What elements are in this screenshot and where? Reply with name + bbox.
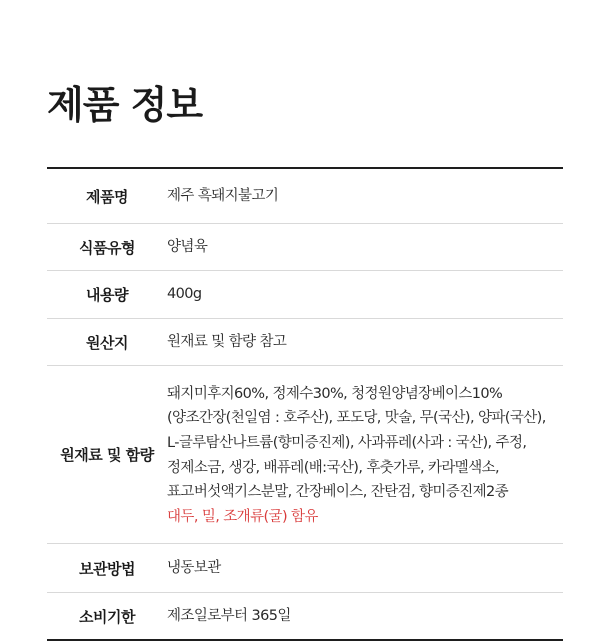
storage-value: 냉동보관	[167, 559, 221, 576]
volume-value: 400g	[167, 286, 202, 303]
ingredient-line: 돼지미후지60%, 정제수30%, 청정원양념장베이스10%	[167, 385, 503, 402]
row-origin	[47, 319, 563, 366]
food-type-label: 식품유형	[79, 238, 135, 257]
origin-value: 원재료 및 함량 참고	[167, 333, 287, 350]
ingredients-label: 원재료 및 함량	[60, 446, 154, 464]
volume-label: 내용량	[86, 286, 128, 304]
storage-label: 보관방법	[79, 559, 135, 578]
food-type-value: 양념육	[167, 238, 208, 255]
product-name-label: 제품명	[86, 187, 128, 206]
origin-label: 원산지	[86, 333, 128, 352]
ingredient-line: 표고버섯액기스분말, 간장베이스, 잔탄검, 향미증진제2종	[167, 484, 509, 501]
ingredients-value	[167, 380, 563, 530]
ingredient-line: L-글루탐산나트륨(향미증진제), 사과퓨레(사과 : 국산), 주정,	[167, 434, 527, 451]
page-title: 제품 정보	[47, 83, 203, 127]
product-info-table	[47, 167, 563, 641]
allergen-notice: 대두, 밀, 조개류(굴) 함유	[167, 508, 318, 525]
expiry-label: 소비기한	[79, 607, 135, 626]
row-volume	[47, 271, 563, 319]
row-food-type	[47, 224, 563, 271]
row-ingredients	[47, 366, 563, 544]
ingredient-line: 정제소금, 생강, 배퓨레(배:국산), 후춧가루, 카라멜색소,	[167, 459, 500, 476]
row-expiry	[47, 593, 563, 639]
ingredient-line: (양조간장(천일염 : 호주산), 포도당, 맛술, 무(국산), 양파(국산),	[167, 410, 546, 427]
row-storage	[47, 544, 563, 593]
row-product-name	[47, 169, 563, 224]
expiry-value: 제조일로부터 365일	[167, 607, 291, 624]
product-name-value: 제주 흑돼지불고기	[167, 187, 279, 204]
